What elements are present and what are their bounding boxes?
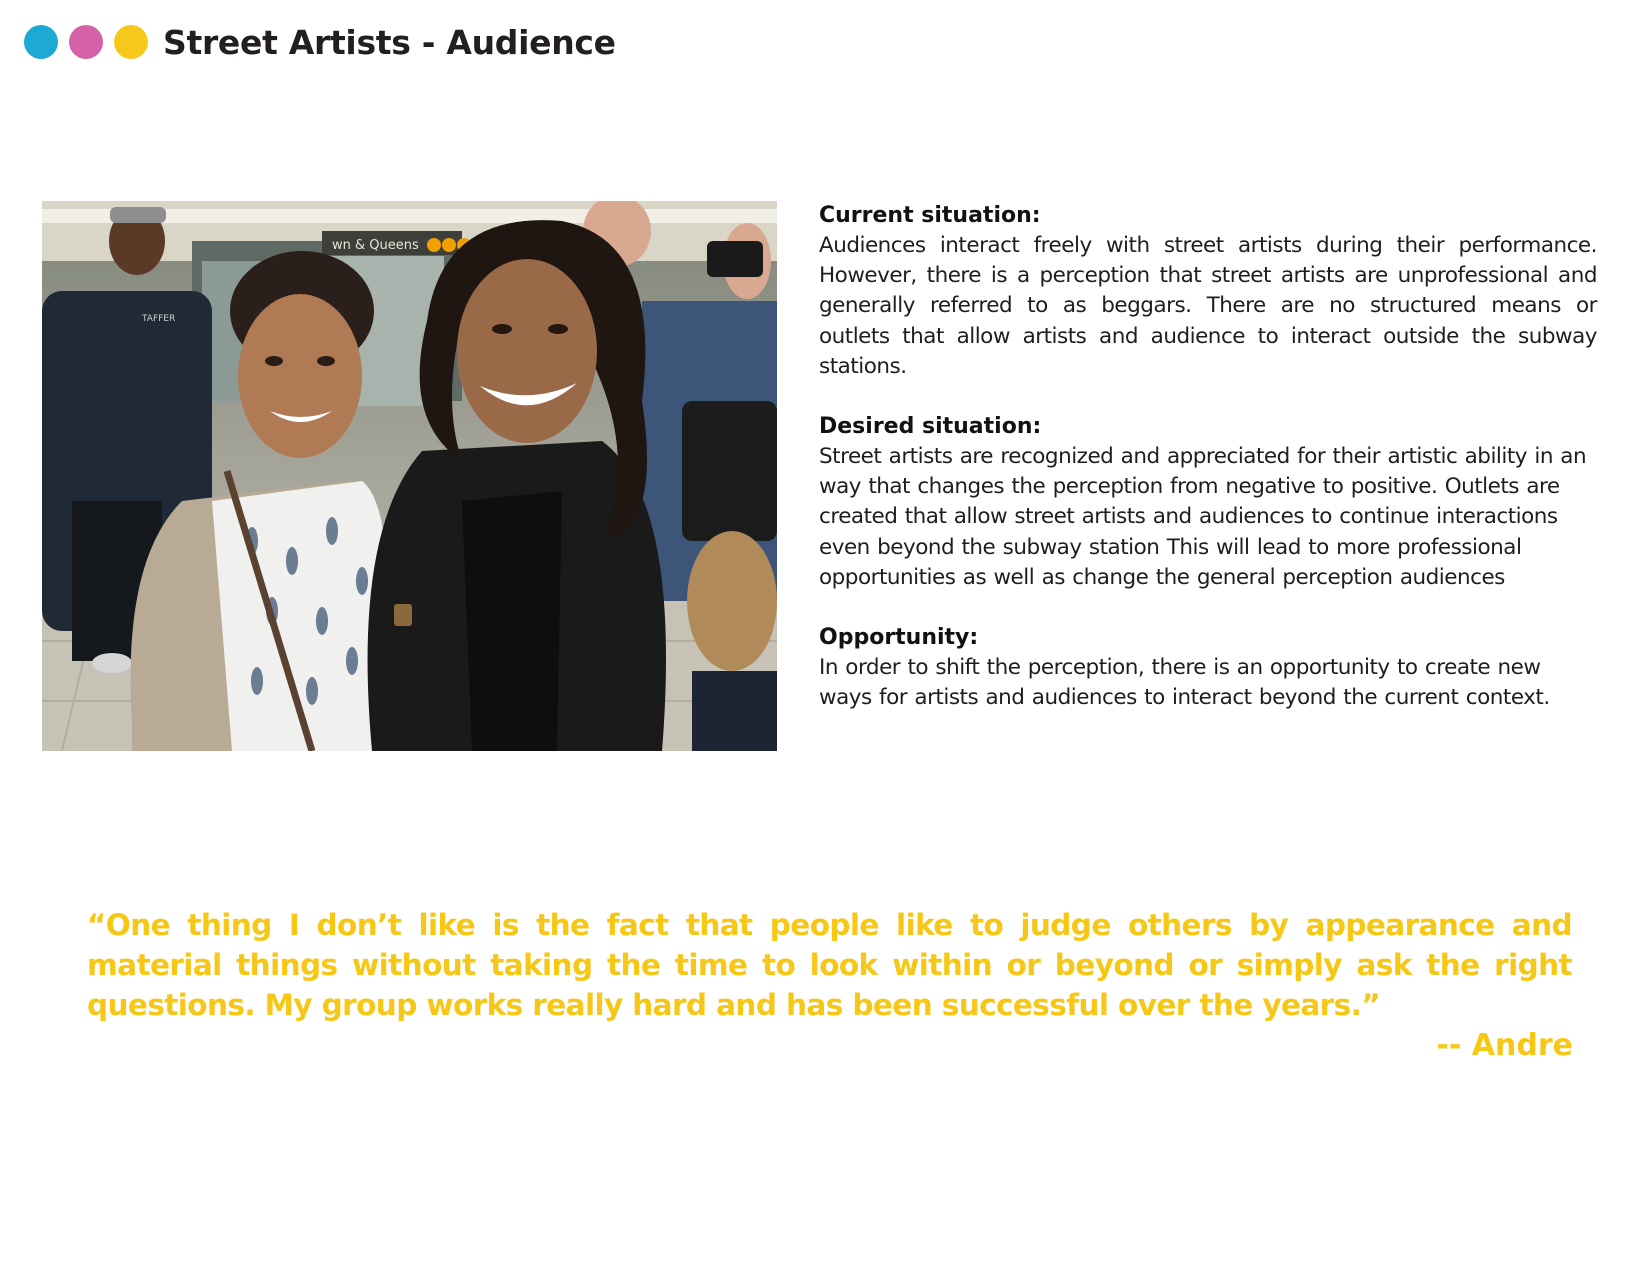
opportunity-body: In order to shift the perception, there is an opportunity to create new ways for artists and audiences to interact beyond the current context. bbox=[819, 655, 1550, 711]
current-situation-heading: Current situation: bbox=[819, 203, 1041, 228]
yellow-dot-icon bbox=[114, 25, 148, 59]
page-header bbox=[24, 22, 616, 62]
andre-quote: “One thing I don’t like is the fact that people like to judge others by appearance and material things without taking the time to look within or beyond or simply ask the right questions. My group works really hard and has been successful over the years.” bbox=[87, 908, 1572, 1022]
station-sign-text: wn & Queens bbox=[332, 238, 419, 253]
desired-situation-section bbox=[819, 412, 1597, 593]
page-title: Street Artists - Audience bbox=[163, 22, 616, 62]
audience-photo bbox=[42, 201, 777, 751]
pink-dot-icon bbox=[69, 25, 103, 59]
quote-author: -- Andre bbox=[1436, 1028, 1573, 1063]
cyan-dot-icon bbox=[24, 25, 58, 59]
text-column bbox=[819, 201, 1597, 743]
opportunity-heading: Opportunity: bbox=[819, 625, 979, 651]
current-situation-section bbox=[819, 201, 1597, 382]
desired-situation-heading: Desired situation: bbox=[819, 414, 1042, 440]
jacket-logo-text: TAFFER bbox=[142, 314, 176, 324]
opportunity-section bbox=[819, 623, 1597, 713]
desired-situation-body: Street artists are recognized and appreciated for their artistic ability in an way that changes the perception from negative to positive. Outlets are created that allow street artists and audiences to continue interactions even beyond the subway station This will lead to more professional opportunities as well as change the general perception audiences bbox=[819, 444, 1587, 590]
current-situation-body: Audiences interact freely with street artists during their performance. However, there is a perception that street artists are unprofessional and generally referred to as beggars. There are no structured means or outlets that allow artists and audience to interact outside the subway stations. bbox=[819, 233, 1597, 379]
